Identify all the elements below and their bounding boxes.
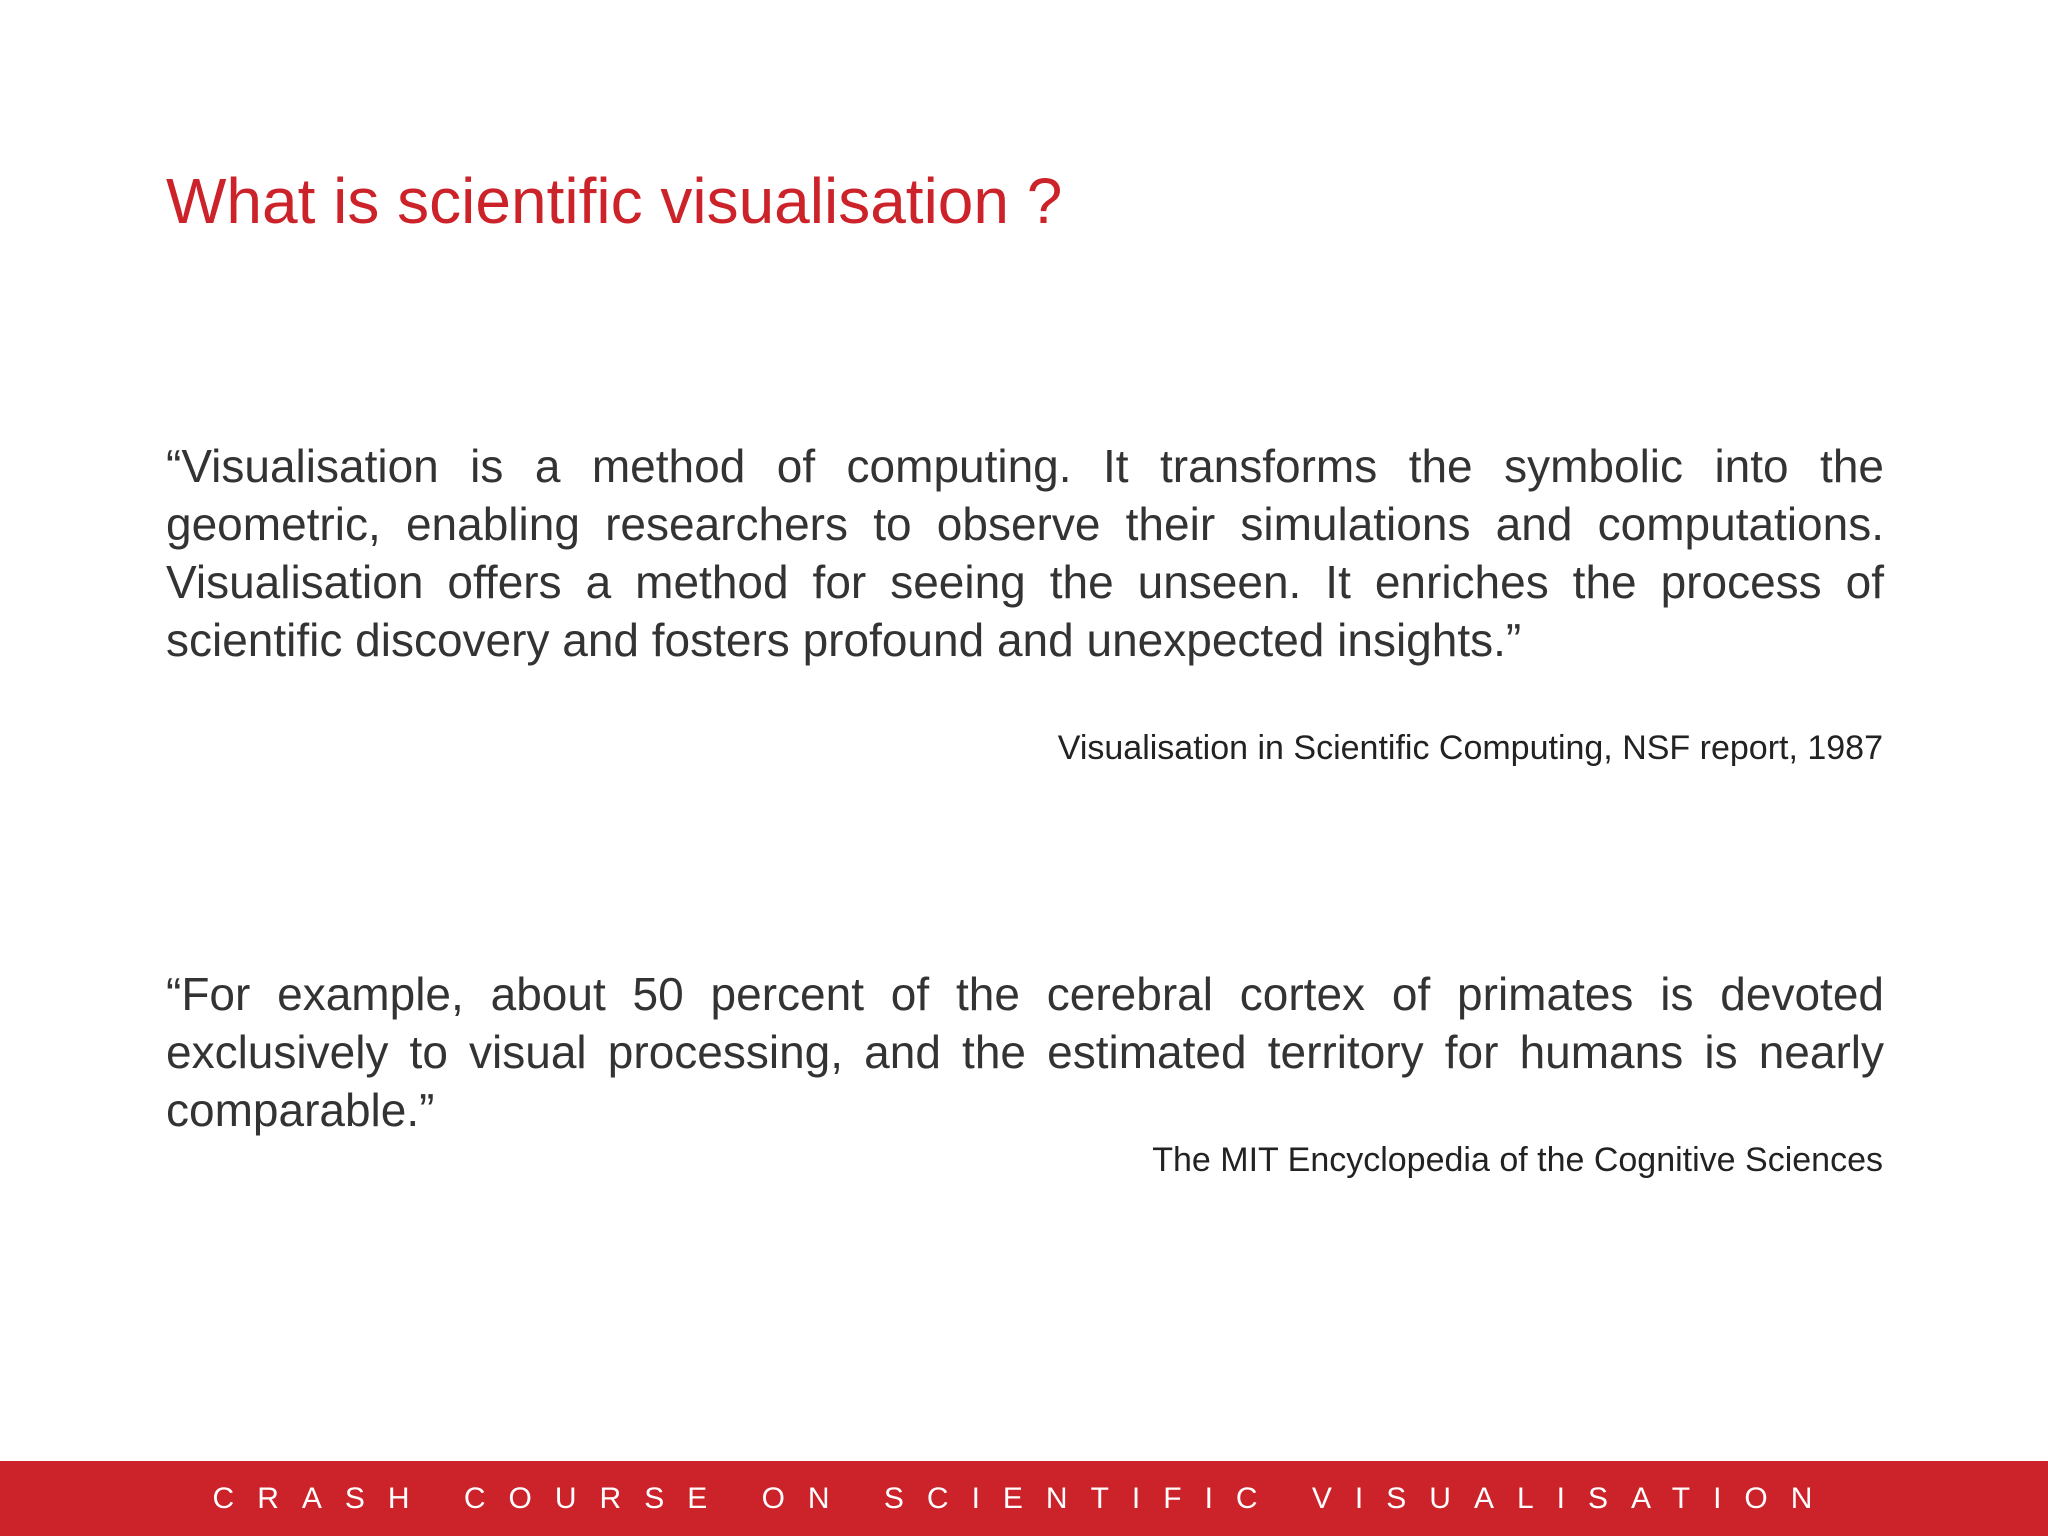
quote-nsf: “Visualisation is a method of computing. It transforms the symbolic into the geometric, enabling researchers to observe their simulations and computations. Visualisation offers a method for seeing the unseen. It enriches the process of scientific discovery and fosters profound and unexpected insights.”: [166, 440, 1884, 666]
quote-nsf-attribution: Visualisation in Scientific Computing, NSF report, 1987: [1057, 729, 1883, 767]
footer-course-title: CRASH COURSE ON SCIENTIFIC VISUALISATION: [212, 1482, 1836, 1515]
slide-title: What is scientific visualisation ?: [166, 165, 1063, 237]
quote-mit: “For example, about 50 percent of the cerebral cortex of primates is devoted exclusively to visual processing, and the estimated territory for humans is nearly comparable.”: [166, 968, 1884, 1136]
quote-mit-attribution: The MIT Encyclopedia of the Cognitive Sciences: [1152, 1141, 1883, 1179]
footer-bar: [0, 1461, 2048, 1536]
